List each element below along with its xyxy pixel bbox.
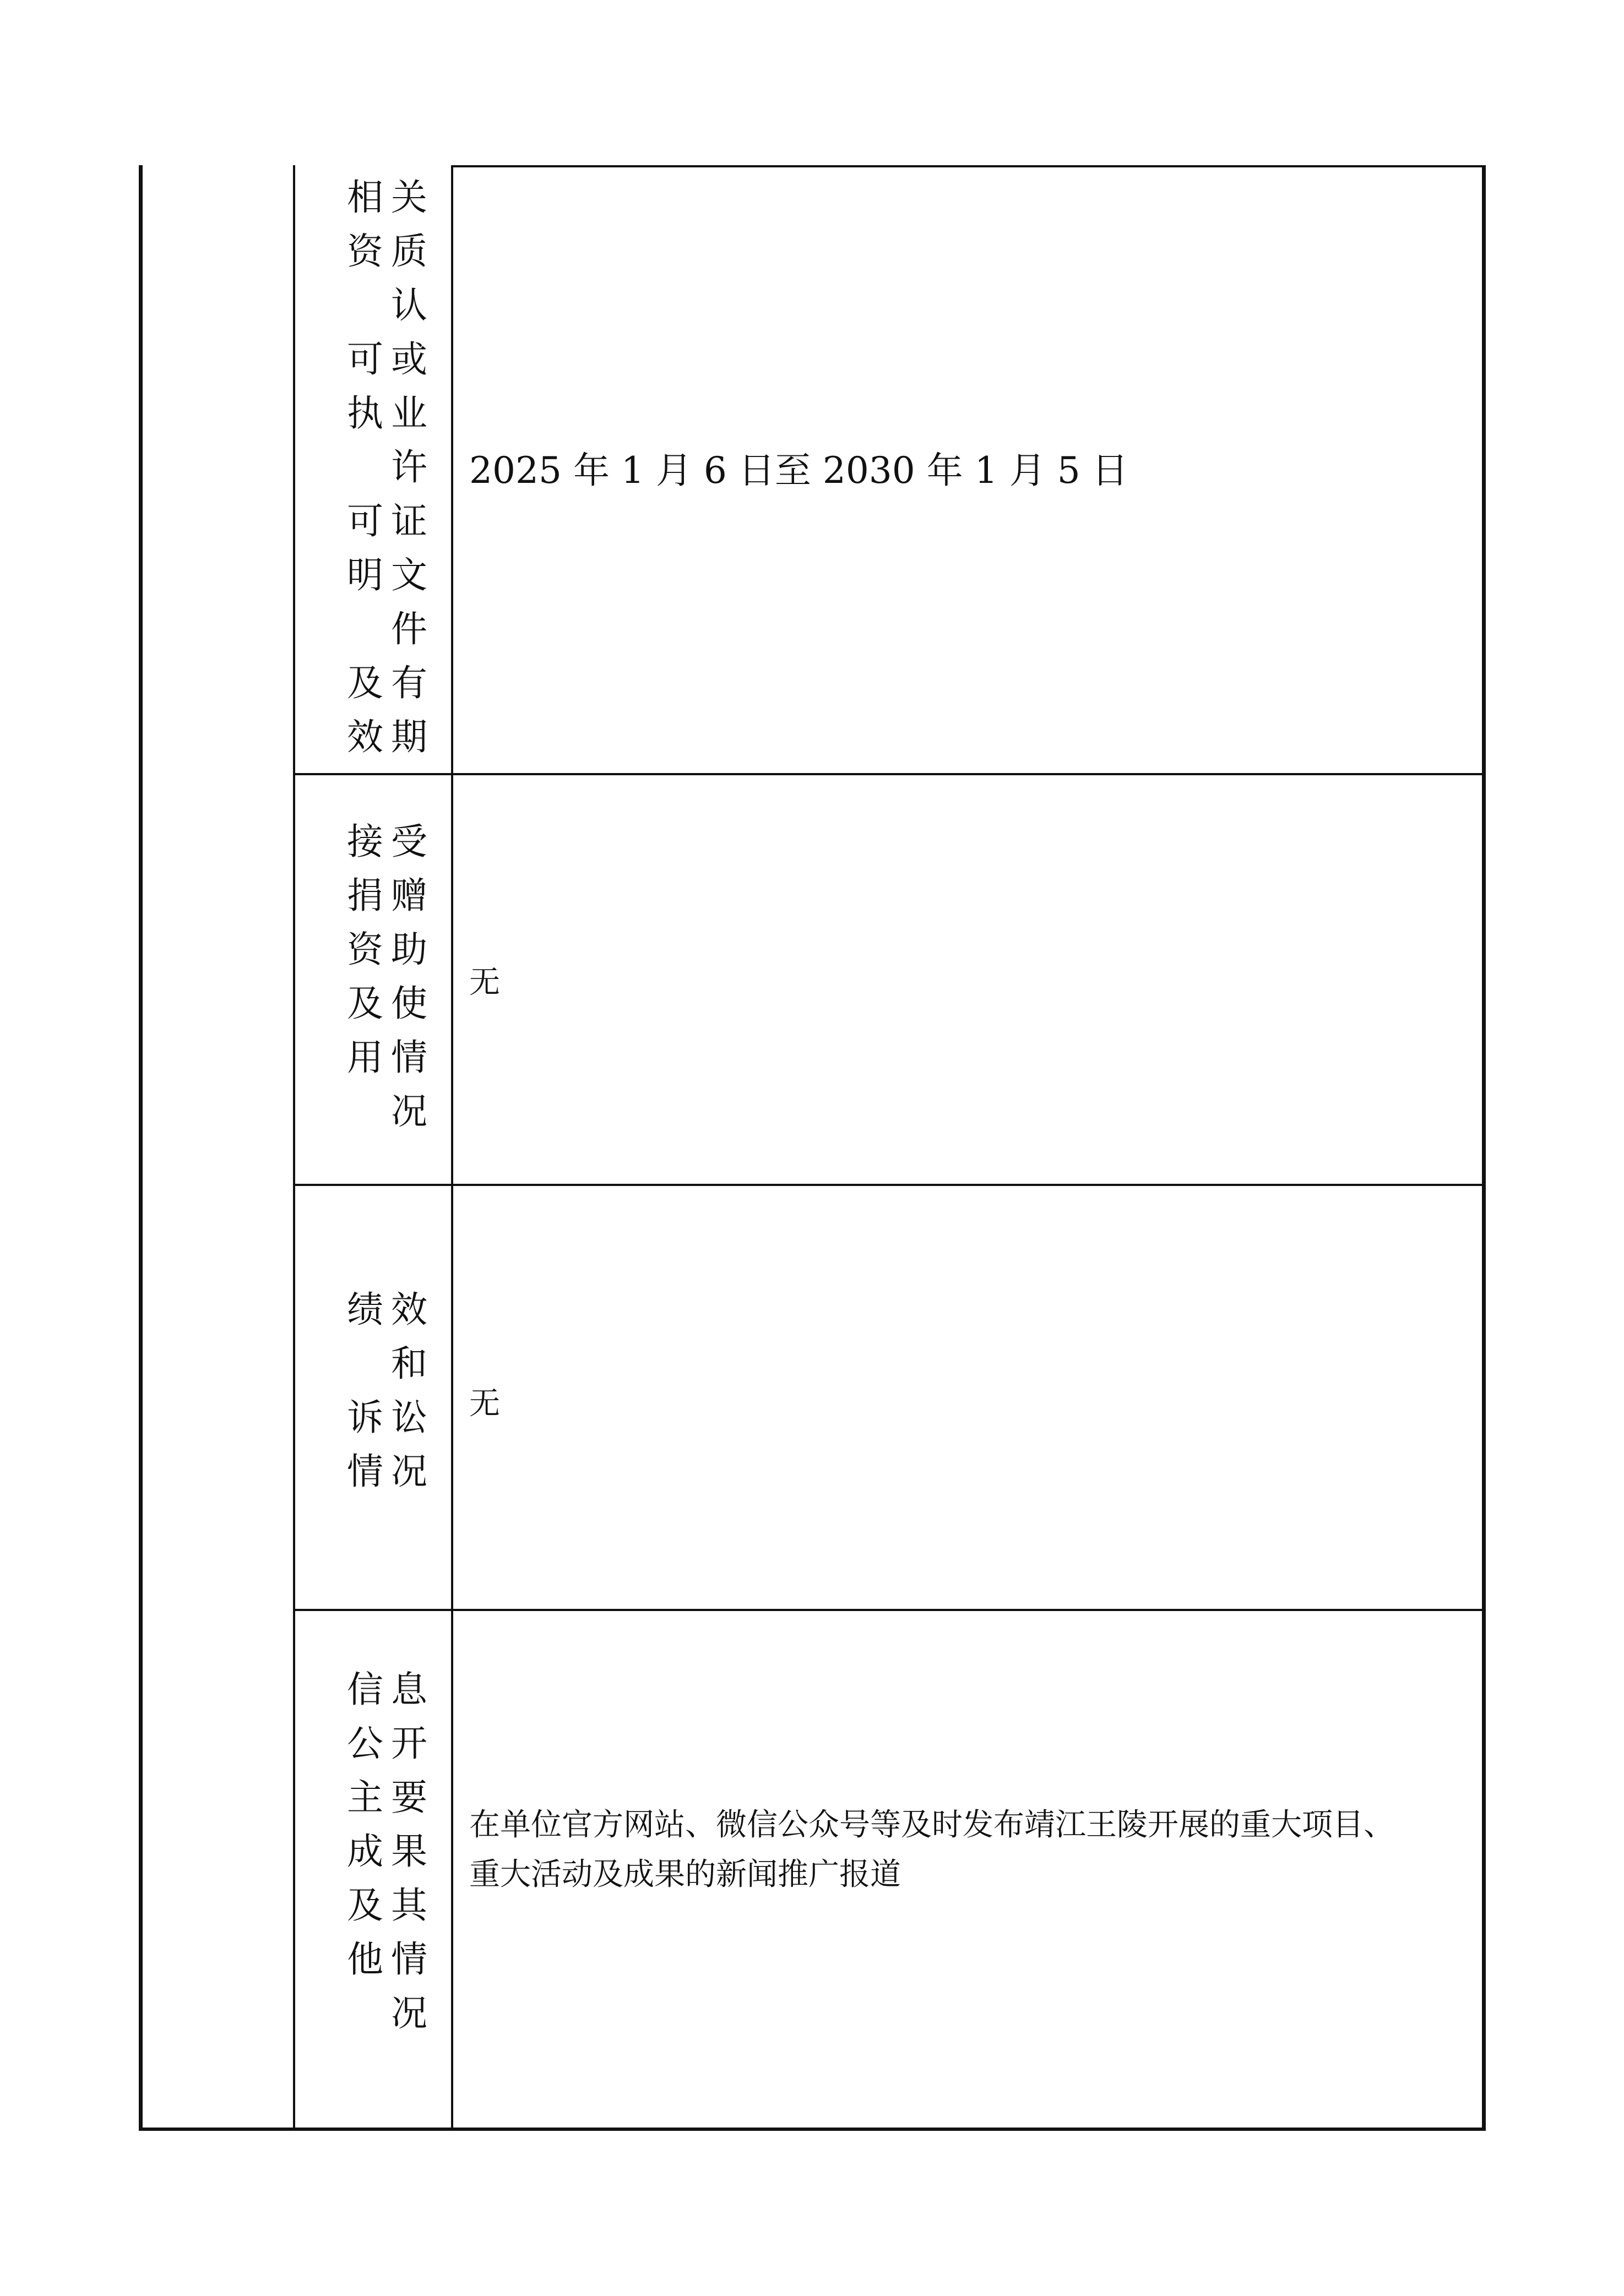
row-label-qualification-license: 相关 资质 认 可或 执业 许 可证 明文 件 及有 效期 [347, 176, 435, 758]
row-separator [293, 773, 1486, 775]
row-separator [293, 1609, 1486, 1611]
row-label-performance-litigation: 绩效 和 诉讼 情况 [347, 1288, 435, 1493]
table-bottom-border [139, 2128, 1486, 2131]
row-label-donations: 接受 捐赠 资助 及使 用情 况 [347, 820, 435, 1133]
row-value-donations: 无 [469, 965, 500, 1000]
label-column-right-border [451, 165, 453, 2131]
row-label-information-disclosure: 信息 公开 主要 成果 及其 他情 况 [347, 1668, 435, 2034]
row-value-performance-litigation: 无 [469, 1386, 500, 1422]
row-value-qualification-validity: 2025 年 1 月 6 日至 2030 年 1 月 5 日 [469, 449, 1128, 492]
table-outer-left-border [139, 165, 143, 2131]
row-separator [293, 1184, 1486, 1186]
row-value-information-disclosure: 在单位官方网站、微信公众号等及时发布靖江王陵开展的重大项目、 重大活动及成果的新闻推广报道 [469, 1807, 1394, 1892]
label-column-left-border [293, 165, 295, 2131]
table-top-border [451, 165, 1486, 167]
table-right-border [1482, 165, 1486, 2131]
